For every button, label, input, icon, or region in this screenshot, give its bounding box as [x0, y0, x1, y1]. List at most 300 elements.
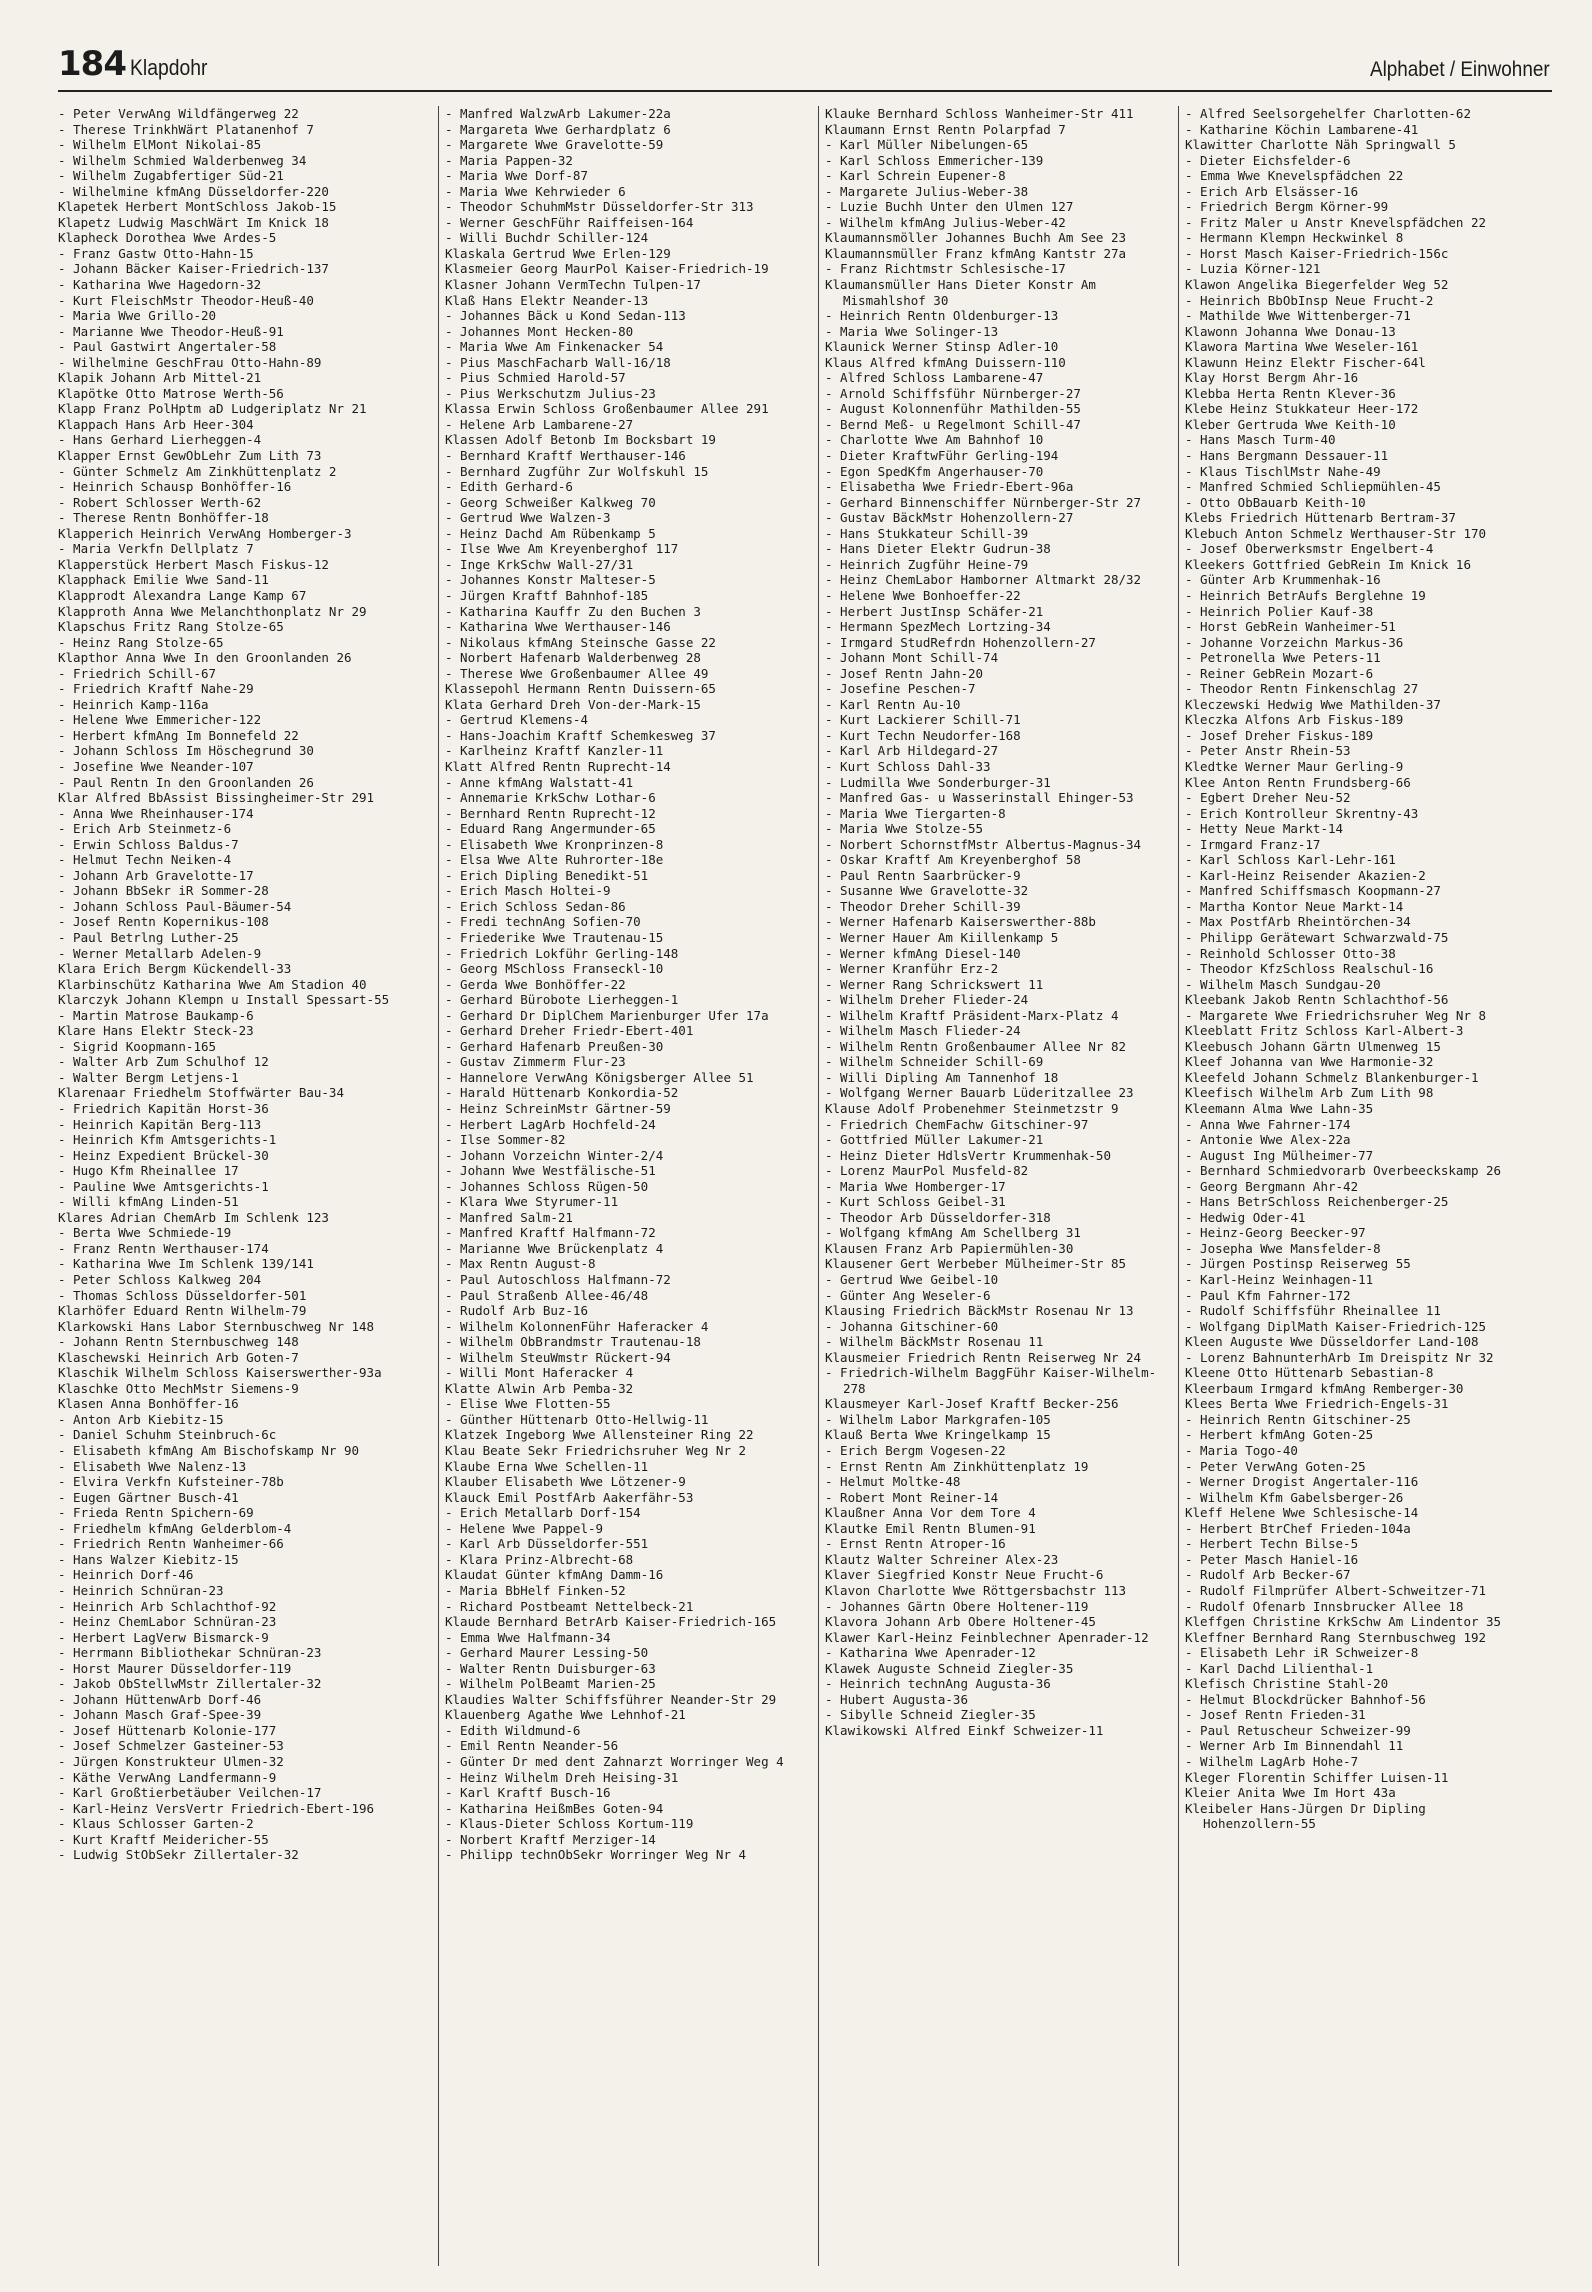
directory-entry: - Richard Postbeamt Nettelbeck-21	[445, 1598, 694, 1614]
directory-entry: Klawek Auguste Schneid Ziegler-35	[825, 1660, 1074, 1676]
directory-entry: Klassa Erwin Schloss Großenbaumer Allee 291	[445, 401, 769, 417]
directory-entry: - Lorenz MaurPol Musfeld-82	[825, 1163, 1029, 1179]
directory-entry: - Theodor Rentn Finkenschlag 27	[1185, 681, 1419, 697]
directory-entry: Klapperich Heinrich VerwAng Homberger-3	[58, 525, 352, 541]
directory-entry: - Friedrich Rentn Wanheimer-66	[58, 1536, 284, 1552]
directory-entry: - Jakob ObStellwMstr Zillertaler-32	[58, 1676, 322, 1692]
directory-entry: - Friedrich Bergm Körner-99	[1185, 199, 1389, 215]
directory-entry: - Heinz Rang Stolze-65	[58, 634, 224, 650]
directory-entry: - Johann Masch Graf-Spee-39	[58, 1707, 262, 1723]
directory-entry: - Kurt Schloss Geibel-31	[825, 1194, 1006, 1210]
directory-entry: - Martha Kontor Neue Markt-14	[1185, 898, 1404, 914]
directory-entry: - Gottfried Müller Lakumer-21	[825, 1132, 1044, 1148]
directory-entry: - Arnold Schiffsführ Nürnberger-27	[825, 385, 1081, 401]
directory-entry: - Anna Wwe Fahrner-174	[1185, 1116, 1351, 1132]
directory-entry: - Fredi technAng Sofien-70	[445, 914, 641, 930]
directory-entry: Kleger Florentin Schiffer Luisen-11	[1185, 1769, 1449, 1785]
directory-entry: - Heinz-Georg Beecker-97	[1185, 1225, 1366, 1241]
directory-entry: - Dieter Eichsfelder-6	[1185, 152, 1351, 168]
directory-entry: - Hans Masch Turm-40	[1185, 432, 1336, 448]
directory-entry: - Therese Rentn Bonhöffer-18	[58, 510, 269, 526]
directory-entry: Klatt Alfred Rentn Ruprecht-14	[445, 758, 671, 774]
directory-entry: Klebuch Anton Schmelz Werthauser-Str 170	[1185, 525, 1487, 541]
directory-entry: - Heinrich Arb Schlachthof-92	[58, 1598, 277, 1614]
directory-entry: - Klara Wwe Styrumer-11	[445, 1194, 619, 1210]
directory-entry: - Franz Richtmstr Schlesische-17	[825, 261, 1066, 277]
directory-entry: Klappach Hans Arb Heer-304	[58, 416, 254, 432]
directory-entry: - Friedhelm kfmAng Gelderblom-4	[58, 1520, 292, 1536]
directory-entry: Klasen Anna Bonhöffer-16	[58, 1396, 239, 1412]
directory-entry: Klapetek Herbert MontSchloss Jakob-15	[58, 199, 337, 215]
directory-entry: - Hans Bergmann Dessauer-11	[1185, 448, 1389, 464]
directory-entry: - Herrmann Bibliothekar Schnüran-23	[58, 1645, 322, 1661]
directory-entry: - Johannes Gärtn Obere Holtener-119	[825, 1598, 1089, 1614]
directory-entry: - Thomas Schloss Düsseldorfer-501	[58, 1287, 307, 1303]
directory-entry: - Josef Hüttenarb Kolonie-177	[58, 1722, 277, 1738]
directory-entry: - Helmut Moltke-48	[825, 1474, 961, 1490]
directory-entry: - Helene Wwe Bonhoeffer-22	[825, 587, 1021, 603]
directory-entry: - Katharina Wwe Hagedorn-32	[58, 277, 262, 293]
directory-entry: - Erich Dipling Benedikt-51	[445, 867, 649, 883]
directory-entry: - Friedrich Schill-67	[58, 665, 217, 681]
directory-entry: Klebe Heinz Stukkateur Heer-172	[1185, 401, 1419, 417]
directory-entry: - Heinrich Kapitän Berg-113	[58, 1116, 262, 1132]
directory-entry: - Katharina Wwe Werthauser-146	[445, 619, 671, 635]
directory-entry: Klausmeyer Karl-Josef Kraftf Becker-256	[825, 1396, 1119, 1412]
directory-entry: - Friedrich-Wilhelm BaggFühr Kaiser-Wilhelm-278	[825, 1365, 1157, 1396]
directory-entry: - Hans-Joachim Kraftf Schemkesweg 37	[445, 727, 716, 743]
directory-entry: - Daniel Schuhm Steinbruch-6c	[58, 1427, 277, 1443]
directory-entry: - Werner Rang Schrickswert 11	[825, 976, 1044, 992]
directory-entry: - Heinrich Schnüran-23	[58, 1582, 224, 1598]
directory-entry: - Willi Mont Haferacker 4	[445, 1365, 634, 1381]
directory-entry: - Heinz ChemLabor Hamborner Altmarkt 28/32	[825, 572, 1142, 588]
directory-entry: - Theodor KfzSchloss Realschul-16	[1185, 961, 1434, 977]
directory-entry: Klapphack Emilie Wwe Sand-11	[58, 572, 269, 588]
directory-entry: Klapproth Anna Wwe Melanchthonplatz Nr 29	[58, 603, 367, 619]
directory-entry: Klauß Berta Wwe Kringelkamp 15	[825, 1427, 1051, 1443]
directory-entry: - Wilhelm ElMont Nikolai-85	[58, 137, 262, 153]
directory-entry: - Robert Schlosser Werth-62	[58, 494, 262, 510]
directory-entry: - Karl-Heinz VersVertr Friedrich-Ebert-196	[58, 1800, 375, 1816]
directory-entry: Klassepohl Hermann Rentn Duissern-65	[445, 681, 716, 697]
directory-entry: Kleczka Alfons Arb Fiskus-189	[1185, 712, 1404, 728]
directory-entry: - Eduard Rang Angermunder-65	[445, 821, 656, 837]
page-header	[58, 40, 1552, 92]
directory-entry: - Eugen Gärtner Busch-41	[58, 1489, 239, 1505]
directory-entry: - Bernhard Schmiedvorarb Overbeeckskamp 26	[1185, 1163, 1502, 1179]
directory-entry: - Friedrich ChemFachw Gitschiner-97	[825, 1116, 1089, 1132]
directory-entry: - Johann Bäcker Kaiser-Friedrich-137	[58, 261, 329, 277]
directory-entry: - Rudolf Arb Buz-16	[445, 1303, 588, 1319]
directory-entry: Klarhöfer Eduard Rentn Wilhelm-79	[58, 1303, 307, 1319]
directory-entry: Klapetz Ludwig MaschWärt Im Knick 18	[58, 214, 329, 230]
directory-entry: - Wilhelm Kfm Gabelsberger-26	[1185, 1489, 1404, 1505]
directory-entry: - Käthe VerwAng Landfermann-9	[58, 1769, 277, 1785]
directory-entry: Kleber Gertruda Wwe Keith-10	[1185, 416, 1396, 432]
directory-entry: - Heinrich Rentn Gitschiner-25	[1185, 1411, 1411, 1427]
directory-entry: - August Kolonnenführ Mathilden-55	[825, 401, 1081, 417]
directory-entry: - Hermann Klempn Heckwinkel 8	[1185, 230, 1404, 246]
directory-entry: - Maria Wwe Tiergarten-8	[825, 805, 1006, 821]
directory-entry: Klaumannsmöller Johannes Buchh Am See 23	[825, 230, 1127, 246]
directory-entry: - Heinz Wilhelm Dreh Heising-31	[445, 1769, 679, 1785]
directory-entry: Klatte Alwin Arb Pemba-32	[445, 1380, 634, 1396]
directory-entry: - Ernst Rentn Atroper-16	[825, 1536, 1006, 1552]
directory-entry: - Johann BbSekr iR Sommer-28	[58, 883, 269, 899]
directory-entry: - Gustav Zimmerm Flur-23	[445, 1054, 626, 1070]
directory-entry: - Irmgard Franz-17	[1185, 836, 1321, 852]
directory-entry: - Josef Oberwerksmstr Engelbert-4	[1185, 541, 1434, 557]
directory-entry: - Heinrich BetrAufs Berglehne 19	[1185, 587, 1426, 603]
directory-entry: - Horst GebRein Wanheimer-51	[1185, 619, 1396, 635]
directory-entry: Klarenaar Friedhelm Stoffwärter Bau-34	[58, 1085, 344, 1101]
directory-entry: - Dieter KraftwFühr Gerling-194	[825, 448, 1059, 464]
directory-entry: - Wilhelm ObBrandmstr Trautenau-18	[445, 1334, 701, 1350]
directory-entry: Kleene Otto Hüttenarb Sebastian-8	[1185, 1365, 1434, 1381]
directory-entry: Klauber Elisabeth Wwe Lötzener-9	[445, 1474, 686, 1490]
directory-entry: - Hugo Kfm Rheinallee 17	[58, 1163, 239, 1179]
directory-entry: Klarczyk Johann Klempn u Install Spessart-55	[58, 992, 390, 1008]
directory-entry: Klaube Erna Wwe Schellen-11	[445, 1458, 649, 1474]
directory-entry: Klawonn Johanna Wwe Donau-13	[1185, 323, 1396, 339]
directory-entry: - Margarete Julius-Weber-38	[825, 183, 1029, 199]
directory-entry: - Johann HüttenwArb Dorf-46	[58, 1691, 262, 1707]
directory-entry: Klau Beate Sekr Friedrichsruher Weg Nr 2	[445, 1443, 747, 1459]
directory-entry: - Erich Bergm Vogesen-22	[825, 1443, 1006, 1459]
directory-entry: - Johann Vorzeichn Winter-2/4	[445, 1147, 664, 1163]
directory-entry: - Peter VerwAng Wildfängerweg 22	[58, 106, 299, 121]
directory-entry: Klapik Johann Arb Mittel-21	[58, 370, 262, 386]
directory-entry: - Heinrich BbObInsp Neue Frucht-2	[1185, 292, 1434, 308]
directory-entry: Kleeblatt Fritz Schloss Karl-Albert-3	[1185, 1023, 1464, 1039]
directory-entry: Klara Erich Bergm Kückendell-33	[58, 961, 292, 977]
directory-entry: - Gerhard Maurer Lessing-50	[445, 1645, 649, 1661]
directory-entry: - Horst Masch Kaiser-Friedrich-156c	[1185, 245, 1449, 261]
directory-entry: - Johannes Mont Hecken-80	[445, 323, 634, 339]
directory-entry: Klay Horst Bergm Ahr-16	[1185, 370, 1359, 386]
directory-entry: Klefisch Christine Stahl-20	[1185, 1676, 1389, 1692]
directory-entry: - Jürgen Konstrukteur Ulmen-32	[58, 1753, 284, 1769]
directory-entry: - Manfred Gas- u Wasserinstall Ehinger-53	[825, 790, 1134, 806]
directory-entry: - Peter VerwAng Goten-25	[1185, 1458, 1366, 1474]
directory-entry: - Anna Wwe Rheinhauser-174	[58, 805, 254, 821]
directory-entry: - Helene Wwe Emmericher-122	[58, 712, 262, 728]
directory-entry: - Georg Schweißer Kalkweg 70	[445, 494, 656, 510]
directory-entry: - Kurt Lackierer Schill-71	[825, 712, 1021, 728]
directory-entry: - Marianne Wwe Brückenplatz 4	[445, 1240, 664, 1256]
directory-entry: Kleff Helene Wwe Schlesische-14	[1185, 1505, 1419, 1521]
directory-entry: Klassen Adolf Betonb Im Bocksbart 19	[445, 432, 716, 448]
directory-entry: - Bernhard Zugführ Zur Wolfskuhl 15	[445, 463, 709, 479]
directory-entry: Klavon Charlotte Wwe Röttgersbachstr 113	[825, 1582, 1127, 1598]
directory-entry: - Wilhelm PolBeamt Marien-25	[445, 1676, 656, 1692]
page-number: 184	[58, 44, 126, 84]
directory-entry: - Werner Hauer Am Kiillenkamp 5	[825, 929, 1059, 945]
directory-entry: - Pius MaschFacharb Wall-16/18	[445, 354, 671, 370]
directory-entry: - Elise Wwe Flotten-55	[445, 1396, 611, 1412]
directory-entry: - Günther Hüttenarb Otto-Hellwig-11	[445, 1411, 709, 1427]
directory-entry: - Maria Wwe Homberger-17	[825, 1178, 1006, 1194]
directory-entry: - Karl Schloss Emmericher-139	[825, 152, 1044, 168]
directory-entry: - Susanne Wwe Gravelotte-32	[825, 883, 1029, 899]
directory-entry: Kledtke Werner Maur Gerling-9	[1185, 758, 1404, 774]
directory-entry: - Manfred Schiffsmasch Koopmann-27	[1185, 883, 1441, 899]
directory-entry: - Erich Arb Steinmetz-6	[58, 821, 232, 837]
directory-entry: - Ilse Sommer-82	[445, 1132, 566, 1148]
directory-entry: - Wilhelm Dreher Flieder-24	[825, 992, 1029, 1008]
directory-entry: Klapheck Dorothea Wwe Ardes-5	[58, 230, 277, 246]
running-head-right: Alphabet / Einwohner	[1370, 58, 1550, 81]
directory-entry: - Willi Buchdr Schiller-124	[445, 230, 649, 246]
directory-entry: - Herbert LagArb Hochfeld-24	[445, 1116, 656, 1132]
directory-entry: Klapper Ernst GewObLehr Zum Lith 73	[58, 448, 322, 464]
directory-entry: - Norbert Hafenarb Walderbenweg 28	[445, 650, 701, 666]
directory-entry: - Elisabeth kfmAng Am Bischofskamp Nr 90	[58, 1443, 360, 1459]
directory-entry: - Maria BbHelf Finken-52	[445, 1582, 626, 1598]
directory-entry: - Josefine Wwe Neander-107	[58, 758, 254, 774]
directory-entry: - Theodor SchuhmMstr Düsseldorfer-Str 313	[445, 199, 754, 215]
directory-entry: - Wilhelm Schneider Schill-69	[825, 1054, 1044, 1070]
directory-entry: - Heinz Dieter HdlsVertr Krummenhak-50	[825, 1147, 1111, 1163]
directory-entry: Klaumannsmüller Franz kfmAng Kantstr 27a	[825, 245, 1127, 261]
directory-entry: - Wolfgang kfmAng Am Schellberg 31	[825, 1225, 1081, 1241]
directory-entry: - Wilhelm kfmAng Julius-Weber-42	[825, 214, 1066, 230]
directory-entry: - Herbert Techn Bilse-5	[1185, 1536, 1359, 1552]
directory-entry: - Luzie Buchh Unter den Ulmen 127	[825, 199, 1074, 215]
running-head-left: Klapdohr	[130, 55, 208, 80]
directory-entry: - Katharina Kauffr Zu den Buchen 3	[445, 603, 701, 619]
directory-entry: - Elsa Wwe Alte Ruhrorter-18e	[445, 852, 664, 868]
directory-entry: - Maria Togo-40	[1185, 1443, 1298, 1459]
directory-entry: - Wilhelm KolonnenFühr Haferacker 4	[445, 1318, 709, 1334]
directory-entry: - Werner Hafenarb Kaiserswerther-88b	[825, 914, 1096, 930]
directory-entry: Klees Berta Wwe Friedrich-Engels-31	[1185, 1396, 1449, 1412]
directory-entry: - Karl Arb Düsseldorfer-551	[445, 1536, 649, 1552]
directory-entry: - Heinz SchreinMstr Gärtner-59	[445, 1101, 671, 1116]
directory-entry: Klaumann Ernst Rentn Polarpfad 7	[825, 121, 1066, 137]
directory-entry: - Hans BetrSchloss Reichenberger-25	[1185, 1194, 1449, 1210]
directory-entry: - Walter Bergm Letjens-1	[58, 1069, 239, 1085]
directory-entry: - Elisabeth Wwe Nalenz-13	[58, 1458, 247, 1474]
directory-entry: Klausing Friedrich BäckMstr Rosenau Nr 13	[825, 1303, 1134, 1319]
directory-entry: Klaunick Werner Stinsp Adler-10	[825, 339, 1059, 355]
directory-entry: Kleier Anita Wwe Im Hort 43a	[1185, 1785, 1396, 1801]
directory-entry: - Josef Rentn Jahn-20	[825, 665, 984, 681]
directory-entry: - Max PostfArb Rheintörchen-34	[1185, 914, 1411, 930]
directory-entry: - Josefine Peschen-7	[825, 681, 976, 697]
directory-entry: - Heinrich Kamp-116a	[58, 696, 209, 712]
directory-entry: - Philipp technObSekr Worringer Weg Nr 4	[445, 1847, 747, 1863]
directory-entry: Klebba Herta Rentn Klever-36	[1185, 385, 1396, 401]
directory-entry: - Wilhelm BäckMstr Rosenau 11	[825, 1334, 1044, 1350]
directory-entry: - Josef Schmelzer Gasteiner-53	[58, 1738, 284, 1754]
directory-entry: Klaschik Wilhelm Schloss Kaiserswerther-93a	[58, 1365, 382, 1381]
directory-entry: - Karl Kraftf Busch-16	[445, 1785, 611, 1801]
directory-entry: Klaußner Anna Vor dem Tore 4	[825, 1505, 1036, 1521]
directory-entry: Klaver Siegfried Konstr Neue Frucht-6	[825, 1567, 1104, 1583]
directory-entry: - Anton Arb Kiebitz-15	[58, 1411, 224, 1427]
directory-entry: - Gustav BäckMstr Hohenzollern-27	[825, 510, 1074, 526]
directory-entry: Klawikowski Alfred Einkf Schweizer-11	[825, 1722, 1104, 1738]
directory-entry: - Heinz Expedient Brückel-30	[58, 1147, 269, 1163]
directory-entry: - Johann Wwe Westfälische-51	[445, 1163, 656, 1179]
directory-entry: - Katharine Köchin Lambarene-41	[1185, 121, 1419, 137]
directory-entry: - Robert Mont Reiner-14	[825, 1489, 999, 1505]
directory-entry: - Martin Matrose Baukamp-6	[58, 1007, 254, 1023]
directory-entry: Klata Gerhard Dreh Von-der-Mark-15	[445, 696, 701, 712]
directory-entry: - Sibylle Schneid Ziegler-35	[825, 1707, 1036, 1723]
directory-entry: - Norbert SchornstfMstr Albertus-Magnus-34	[825, 836, 1142, 852]
directory-entry: - Gerhard Dreher Friedr-Ebert-401	[445, 1023, 694, 1039]
directory-entry: - Heinz ChemLabor Schnüran-23	[58, 1614, 277, 1630]
directory-entry: - Johann Arb Gravelotte-17	[58, 867, 254, 883]
directory-entry: - Hetty Neue Markt-14	[1185, 821, 1344, 837]
directory-entry: - Hans Walzer Kiebitz-15	[58, 1551, 239, 1567]
directory-entry: - Ludwig StObSekr Zillertaler-32	[58, 1847, 299, 1863]
directory-entry: - Elisabeth Lehr iR Schweizer-8	[1185, 1645, 1419, 1661]
directory-entry: Kleibeler Hans-Jürgen Dr Dipling Hohenzollern-55	[1185, 1800, 1426, 1832]
directory-entry: Klawunn Heinz Elektr Fischer-64l	[1185, 354, 1426, 370]
directory-entry: - Jürgen Kraftf Bahnhof-185	[445, 587, 649, 603]
directory-entry: - Antonie Wwe Alex-22a	[1185, 1132, 1351, 1148]
directory-entry: - Günter Dr med dent Zahnarzt Worringer Weg 4	[445, 1753, 784, 1769]
directory-entry: - Elvira Verkfn Kufsteiner-78b	[58, 1474, 284, 1490]
directory-entry: - Manfred Kraftf Halfmann-72	[445, 1225, 656, 1241]
directory-entry: - Friederike Wwe Trautenau-15	[445, 929, 664, 945]
directory-entry: - Otto ObBauarb Keith-10	[1185, 494, 1366, 510]
directory-entry: Kleerbaum Irmgard kfmAng Remberger-30	[1185, 1380, 1464, 1396]
directory-entry: - Ludmilla Wwe Sonderburger-31	[825, 774, 1051, 790]
directory-entry: - Franz Gastw Otto-Hahn-15	[58, 245, 254, 261]
directory-entry: Klawer Karl-Heinz Feinblechner Apenrader-12	[825, 1629, 1149, 1645]
directory-entry: Klapschus Fritz Rang Stolze-65	[58, 619, 284, 635]
directory-entry: - Gerhard Hafenarb Preußen-30	[445, 1038, 664, 1054]
directory-column-3	[818, 106, 1171, 2266]
directory-entry: - Hans Stukkateur Schill-39	[825, 525, 1029, 541]
directory-entry: - Werner Kranführ Erz-2	[825, 961, 999, 977]
directory-entry: - Johann Mont Schill-74	[825, 650, 999, 666]
directory-entry: - Rudolf Arb Becker-67	[1185, 1567, 1351, 1583]
directory-entry: - Paul Rentn In den Groonlanden 26	[58, 774, 314, 790]
directory-entry: - Heinrich Rentn Oldenburger-13	[825, 308, 1059, 324]
directory-entry: - Luzia Körner-121	[1185, 261, 1321, 277]
directory-entry: - Irmgard StudRefrdn Hohenzollern-27	[825, 634, 1096, 650]
directory-entry: Klawitter Charlotte Näh Springwall 5	[1185, 137, 1456, 153]
directory-entry: - Paul Straßenb Allee-46/48	[445, 1287, 649, 1303]
directory-entry: - Emma Wwe Halfmann-34	[445, 1629, 611, 1645]
directory-entry: - Inge KrkSchw Wall-27/31	[445, 556, 634, 572]
directory-entry: - Heinrich Schausp Bonhöffer-16	[58, 479, 292, 495]
directory-entry: - Alfred Schloss Lambarene-47	[825, 370, 1044, 386]
directory-entry: - Helene Arb Lambarene-27	[445, 416, 634, 432]
directory-entry: - Karl Arb Hildegard-27	[825, 743, 999, 759]
directory-entry: - Katharina Wwe Im Schlenk 139/141	[58, 1256, 314, 1272]
directory-entry: Kleef Johanna van Wwe Harmonie-32	[1185, 1054, 1434, 1070]
directory-entry: - Paul Autoschloss Halfmann-72	[445, 1272, 671, 1288]
directory-entry: - Ilse Wwe Am Kreyenberghof 117	[445, 541, 679, 557]
directory-entry: Klebs Friedrich Hüttenarb Bertram-37	[1185, 510, 1456, 526]
directory-entry: - Reiner GebRein Mozart-6	[1185, 665, 1374, 681]
directory-entry: - Karl Schrein Eupener-8	[825, 168, 1006, 184]
directory-entry: - Klara Prinz-Albrecht-68	[445, 1551, 634, 1567]
directory-entry: - Paul Rentn Saarbrücker-9	[825, 867, 1021, 883]
directory-entry: - Maria Wwe Solinger-13	[825, 323, 999, 339]
directory-entry: - Werner kfmAng Diesel-140	[825, 945, 1021, 961]
directory-entry: - Pius Schmied Harold-57	[445, 370, 626, 386]
directory-entry: Kleczewski Hedwig Wwe Mathilden-37	[1185, 696, 1441, 712]
directory-entry: - Erich Metallarb Dorf-154	[445, 1505, 641, 1521]
directory-entry: - Petronella Wwe Peters-11	[1185, 650, 1381, 666]
directory-entry: Klavora Johann Arb Obere Holtener-45	[825, 1614, 1096, 1630]
directory-entry: - Helmut Blockdrücker Bahnhof-56	[1185, 1691, 1426, 1707]
directory-entry: - Wilhelm Masch Sundgau-20	[1185, 976, 1381, 992]
directory-entry: - Maria Wwe Am Finkenacker 54	[445, 339, 664, 355]
directory-entry: - Wilhelm LagArb Hohe-7	[1185, 1753, 1359, 1769]
directory-entry: - Erich Masch Holtei-9	[445, 883, 611, 899]
directory-entry: - Johannes Bäck u Kond Sedan-113	[445, 308, 686, 324]
directory-entry: - Mathilde Wwe Wittenberger-71	[1185, 308, 1411, 324]
directory-column-4	[1178, 106, 1531, 2266]
directory-entry: - Bernd Meß- u Regelmont Schill-47	[825, 416, 1081, 432]
directory-entry: - Josef Rentn Frieden-31	[1185, 1707, 1366, 1723]
directory-entry: Klaudat Günter kfmAng Damm-16	[445, 1567, 664, 1583]
directory-entry: - Georg Bergmann Ahr-42	[1185, 1178, 1359, 1194]
directory-entry: Kleffner Bernhard Rang Sternbuschweg 192	[1185, 1629, 1487, 1645]
directory-entry: - Johann Schloss Im Höschegrund 30	[58, 743, 314, 759]
directory-entry: Klaß Hans Elektr Neander-13	[445, 292, 649, 308]
directory-entry: Klausen Franz Arb Papiermühlen-30	[825, 1240, 1074, 1256]
directory-entry: Klausmeier Friedrich Rentn Reiserweg Nr 24	[825, 1349, 1142, 1365]
directory-entry: - Erich Schloss Sedan-86	[445, 898, 626, 914]
directory-entry: - Paul Retuscheur Schweizer-99	[1185, 1722, 1411, 1738]
directory-entry: - Horst Maurer Düsseldorfer-119	[58, 1660, 292, 1676]
directory-entry: - Wilhelm Kraftf Präsident-Marx-Platz 4	[825, 1007, 1119, 1023]
directory-entry: - Pius Werkschutzm Julius-23	[445, 385, 656, 401]
directory-entry: - Manfred Schmied Schliepmühlen-45	[1185, 479, 1441, 495]
directory-entry: - Marianne Wwe Theodor-Heuß-91	[58, 323, 284, 339]
directory-entry: - Rudolf Filmprüfer Albert-Schweitzer-71	[1185, 1582, 1487, 1598]
directory-entry: Kleemann Alma Wwe Lahn-35	[1185, 1101, 1374, 1116]
directory-entry: Klar Alfred BbAssist Bissingheimer-Str 291	[58, 790, 375, 806]
directory-entry: - Hedwig Oder-41	[1185, 1209, 1306, 1225]
directory-entry: - Jürgen Postinsp Reiserweg 55	[1185, 1256, 1411, 1272]
directory-entry: - Klaus TischlMstr Nahe-49	[1185, 463, 1381, 479]
directory-entry: - Herbert LagVerw Bismarck-9	[58, 1629, 269, 1645]
directory-entry: - Maria Wwe Dorf-87	[445, 168, 588, 184]
directory-entry: - Werner GeschFühr Raiffeisen-164	[445, 214, 694, 230]
directory-entry: - Gerhard Bürobote Lierheggen-1	[445, 992, 679, 1008]
directory-entry: - Frieda Rentn Spichern-69	[58, 1505, 254, 1521]
directory-entry: - Charlotte Wwe Am Bahnhof 10	[825, 432, 1044, 448]
directory-entry: - Franz Rentn Werthauser-174	[58, 1240, 269, 1256]
directory-entry: Kleebank Jakob Rentn Schlachthof-56	[1185, 992, 1449, 1008]
directory-entry: - Wilhelm Labor Markgrafen-105	[825, 1411, 1051, 1427]
directory-entry: - Herbert kfmAng Im Bonnefeld 22	[58, 727, 299, 743]
directory-entry: - Egbert Dreher Neu-52	[1185, 790, 1351, 806]
directory-entry: - Werner Metallarb Adelen-9	[58, 945, 262, 961]
directory-entry: - Manfred Salm-21	[445, 1209, 573, 1225]
directory-entry: - Heinz Dachd Am Rübenkamp 5	[445, 525, 656, 541]
directory-entry: - Philipp Gerätewart Schwarzwald-75	[1185, 929, 1449, 945]
directory-entry: Klarbinschütz Katharina Wwe Am Stadion 40	[58, 976, 367, 992]
directory-entry: Klausener Gert Werbeber Mülheimer-Str 85	[825, 1256, 1127, 1272]
directory-entry: - Theodor Dreher Schill-39	[825, 898, 1021, 914]
directory-entry: - Gerhard Binnenschiffer Nürnberger-Str 27	[825, 494, 1142, 510]
directory-entry: - Hannelore VerwAng Königsberger Allee 51	[445, 1069, 754, 1085]
directory-entry: - Theodor Arb Düsseldorfer-318	[825, 1209, 1051, 1225]
directory-entry: - Rudolf Schiffsführ Rheinallee 11	[1185, 1303, 1441, 1319]
